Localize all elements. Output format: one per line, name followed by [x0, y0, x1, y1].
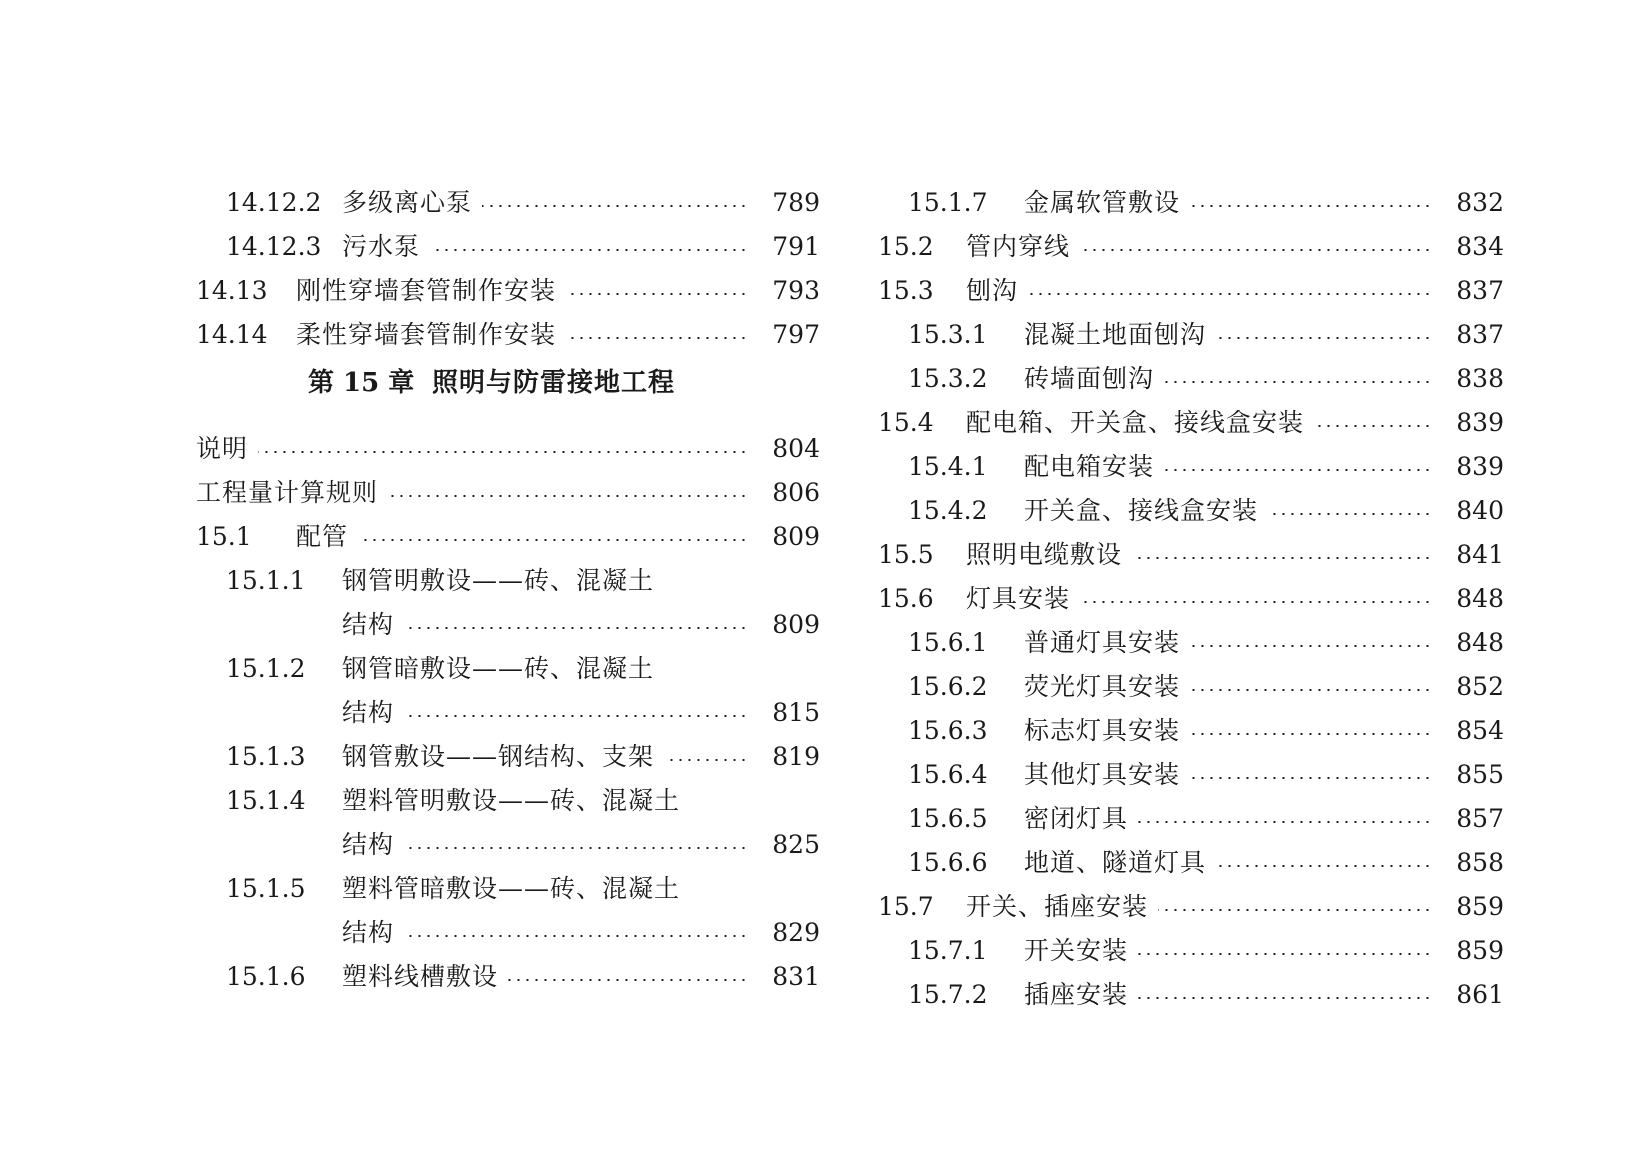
- toc-entry-title: 配管: [296, 522, 349, 551]
- chapter-heading: [196, 357, 820, 427]
- toc-entry[interactable]: [878, 533, 1504, 577]
- toc-entry-title: 管内穿线: [966, 232, 1071, 261]
- toc-entry-page: 861: [1456, 980, 1504, 1009]
- toc-entry-number: 15.6.6: [908, 848, 988, 877]
- toc-entry[interactable]: [878, 577, 1504, 621]
- toc-entry-title-wrap: [1024, 665, 1432, 709]
- toc-entry-number: 15.3.1: [908, 320, 988, 349]
- toc-entry-number: 15.6.2: [908, 672, 988, 701]
- toc-entry[interactable]: [196, 515, 820, 559]
- toc-entry-title: 柔性穿墙套管制作安装: [296, 320, 557, 349]
- toc-entry-title: 普通灯具安装: [1024, 628, 1181, 657]
- toc-left-column: [196, 181, 820, 999]
- toc-entries-chapter-14: [196, 181, 820, 357]
- dot-leader: [404, 935, 748, 937]
- toc-entry-title-wrap: [1024, 313, 1432, 357]
- toc-entry-title-wrap: [342, 867, 748, 911]
- toc-entry-title: 结构: [342, 610, 395, 639]
- toc-entry-title-wrap: [196, 471, 748, 515]
- toc-entry[interactable]: [196, 823, 820, 867]
- toc-entry-title-wrap: [342, 691, 748, 735]
- toc-entry-title-wrap: [1024, 929, 1432, 973]
- dot-leader: [258, 451, 748, 453]
- toc-entry-number: 15.7: [878, 892, 934, 921]
- toc-entry[interactable]: [196, 911, 820, 955]
- toc-entry-title-wrap: [1024, 489, 1432, 533]
- toc-entry-page: 858: [1456, 848, 1504, 877]
- toc-entry[interactable]: [878, 225, 1504, 269]
- toc-entries-right: [878, 181, 1504, 1017]
- toc-entry-title: 开关、插座安装: [966, 892, 1149, 921]
- dot-leader: [1138, 821, 1432, 823]
- toc-entry-title: 混凝土地面刨沟: [1024, 320, 1207, 349]
- toc-entry-number: 15.4.1: [908, 452, 988, 481]
- toc-entry-title-wrap: [342, 779, 748, 823]
- toc-entry-page: 815: [772, 698, 820, 727]
- toc-entry[interactable]: [878, 753, 1504, 797]
- toc-entry[interactable]: [878, 841, 1504, 885]
- dot-leader: [1314, 425, 1432, 427]
- toc-entry-title: 灯具安装: [966, 584, 1071, 613]
- toc-entry-title-wrap: [966, 577, 1432, 621]
- toc-entry-title-wrap: [1024, 181, 1432, 225]
- toc-entry-title-wrap: [1024, 841, 1432, 885]
- toc-entry-title-wrap: [1024, 753, 1432, 797]
- toc-entry-title-wrap: [342, 603, 748, 647]
- toc-entry[interactable]: [196, 471, 820, 515]
- toc-entry-title-wrap: [1024, 445, 1432, 489]
- toc-entry-page: 793: [772, 276, 820, 305]
- dot-leader: [664, 759, 748, 761]
- toc-entry-page: 840: [1456, 496, 1504, 525]
- toc-entry-number: 15.6.4: [908, 760, 988, 789]
- toc-entry-title-wrap: [966, 533, 1432, 577]
- toc-entry-page: 854: [1456, 716, 1504, 745]
- toc-entry-title: 其他灯具安装: [1024, 760, 1181, 789]
- toc-entry-number: 15.7.1: [908, 936, 988, 965]
- toc-entry-title-wrap: [1024, 973, 1432, 1017]
- toc-entry-title: 钢管敷设——钢结构、支架: [342, 742, 655, 771]
- toc-entry-title: 开关安装: [1024, 936, 1129, 965]
- toc-entry-page: 789: [772, 188, 820, 217]
- toc-entry-title: 密闭灯具: [1024, 804, 1129, 833]
- toc-right-column: [878, 181, 1504, 1017]
- toc-entry-title: 钢管明敷设——砖、混凝土: [342, 566, 655, 595]
- toc-entry[interactable]: [196, 691, 820, 735]
- toc-entry[interactable]: [196, 181, 820, 225]
- toc-entry[interactable]: [196, 955, 820, 999]
- toc-entry-number: 15.2: [878, 232, 934, 261]
- toc-entry-number: 15.1.6: [226, 962, 306, 991]
- toc-entry-page: 859: [1456, 936, 1504, 965]
- toc-entry-title: 污水泵: [342, 232, 421, 261]
- dot-leader: [1190, 733, 1432, 735]
- toc-entry-page: 848: [1456, 628, 1504, 657]
- toc-entry-number: 14.12.2: [226, 188, 322, 217]
- dot-leader: [404, 847, 748, 849]
- dot-leader: [1164, 381, 1432, 383]
- toc-entry-page: 859: [1456, 892, 1504, 921]
- toc-entry-title: 结构: [342, 698, 395, 727]
- toc-entry-number: 15.6: [878, 584, 934, 613]
- toc-entry[interactable]: [196, 867, 820, 911]
- dot-leader: [1080, 601, 1432, 603]
- toc-entry-title-wrap: [296, 269, 748, 313]
- dot-leader: [1158, 909, 1432, 911]
- dot-leader: [1080, 249, 1432, 251]
- toc-entry[interactable]: [878, 797, 1504, 841]
- toc-entry-title-wrap: [342, 225, 748, 269]
- toc-entry-title: 标志灯具安装: [1024, 716, 1181, 745]
- toc-entry-page: 829: [772, 918, 820, 947]
- dot-leader: [482, 205, 748, 207]
- toc-entry-page: 837: [1456, 276, 1504, 305]
- toc-entry-page: 838: [1456, 364, 1504, 393]
- toc-entry[interactable]: [878, 929, 1504, 973]
- dot-leader: [1028, 293, 1432, 295]
- toc-entries-chapter-15: [196, 427, 820, 999]
- toc-entry-page: 837: [1456, 320, 1504, 349]
- toc-entry-page: 809: [772, 610, 820, 639]
- toc-entry-page: 834: [1456, 232, 1504, 261]
- toc-entry-title-wrap: [296, 515, 748, 559]
- toc-entry[interactable]: [878, 269, 1504, 313]
- toc-entry[interactable]: [878, 709, 1504, 753]
- toc-entry-number: 15.7.2: [908, 980, 988, 1009]
- toc-entry-title: 说明: [196, 434, 249, 463]
- toc-entry-page: 791: [772, 232, 820, 261]
- toc-entry-title: 金属软管敷设: [1024, 188, 1181, 217]
- toc-entry-page: 832: [1456, 188, 1504, 217]
- toc-entry-page: 852: [1456, 672, 1504, 701]
- toc-entry-title: 配电箱安装: [1024, 452, 1155, 481]
- toc-entry[interactable]: [196, 647, 820, 691]
- toc-entry-title: 结构: [342, 918, 395, 947]
- toc-entry-number: 14.13: [196, 276, 268, 305]
- toc-entry-number: 15.1.7: [908, 188, 988, 217]
- toc-entry-number: 15.6.5: [908, 804, 988, 833]
- toc-entry-number: 15.1.5: [226, 874, 306, 903]
- toc-entry-title-wrap: [296, 313, 748, 357]
- toc-entry[interactable]: [878, 665, 1504, 709]
- toc-entry[interactable]: [878, 621, 1504, 665]
- toc-entry-page: 804: [772, 434, 820, 463]
- toc-entry[interactable]: [878, 885, 1504, 929]
- toc-entry-number: 15.1.4: [226, 786, 306, 815]
- toc-entry[interactable]: [878, 357, 1504, 401]
- toc-entry-page: 831: [772, 962, 820, 991]
- toc-entry-title: 荧光灯具安装: [1024, 672, 1181, 701]
- toc-entry-title-wrap: [966, 401, 1432, 445]
- toc-entry-title: 刨沟: [966, 276, 1019, 305]
- toc-entry-number: 15.3: [878, 276, 934, 305]
- toc-entry-title-wrap: [342, 181, 748, 225]
- toc-entry-title-wrap: [342, 735, 748, 779]
- dot-leader: [388, 495, 748, 497]
- toc-entry-number: 15.1: [196, 522, 252, 551]
- toc-entry[interactable]: [196, 735, 820, 779]
- toc-entry-page: 809: [772, 522, 820, 551]
- toc-entry-title-wrap: [342, 559, 748, 603]
- toc-entry-title-wrap: [1024, 709, 1432, 753]
- toc-entry-number: 14.12.3: [226, 232, 322, 261]
- toc-entry-title-wrap: [1024, 797, 1432, 841]
- toc-entry-title-wrap: [966, 269, 1432, 313]
- toc-entry-number: 15.1.1: [226, 566, 306, 595]
- dot-leader: [1216, 337, 1432, 339]
- toc-entry-number: 15.5: [878, 540, 934, 569]
- dot-leader: [1164, 469, 1432, 471]
- toc-entry-page: 806: [772, 478, 820, 507]
- dot-leader: [1190, 777, 1432, 779]
- toc-entry-number: 15.1.2: [226, 654, 306, 683]
- dot-leader: [566, 293, 748, 295]
- toc-entry-number: 15.1.3: [226, 742, 306, 771]
- toc-entry[interactable]: [196, 313, 820, 357]
- toc-entry-page: 839: [1456, 452, 1504, 481]
- toc-entry-page: 848: [1456, 584, 1504, 613]
- toc-entry-title-wrap: [966, 225, 1432, 269]
- toc-entry-page: 841: [1456, 540, 1504, 569]
- toc-entry[interactable]: [196, 559, 820, 603]
- toc-entry-number: 15.6.3: [908, 716, 988, 745]
- toc-entry-title: 钢管暗敷设——砖、混凝土: [342, 654, 655, 683]
- toc-entry-page: 825: [772, 830, 820, 859]
- toc-entry-title: 照明电缆敷设: [966, 540, 1123, 569]
- dot-leader: [1190, 689, 1432, 691]
- dot-leader: [1132, 557, 1432, 559]
- dot-leader: [566, 337, 748, 339]
- toc-entry-title-wrap: [196, 427, 748, 471]
- toc-entry-page: 819: [772, 742, 820, 771]
- toc-entry-title: 结构: [342, 830, 395, 859]
- toc-entry-title-wrap: [1024, 621, 1432, 665]
- toc-entry-title-wrap: [342, 823, 748, 867]
- toc-entry[interactable]: [878, 401, 1504, 445]
- toc-entry-title-wrap: [342, 955, 748, 999]
- dot-leader: [1190, 205, 1432, 207]
- toc-entry[interactable]: [878, 973, 1504, 1017]
- toc-entry[interactable]: [196, 225, 820, 269]
- toc-entry-title: 刚性穿墙套管制作安装: [296, 276, 557, 305]
- dot-leader: [430, 249, 748, 251]
- toc-entry-title: 多级离心泵: [342, 188, 473, 217]
- dot-leader: [1190, 645, 1432, 647]
- toc-entry[interactable]: [878, 313, 1504, 357]
- chapter-label: 第 15 章: [308, 368, 415, 398]
- dot-leader: [508, 979, 748, 981]
- toc-entry-title-wrap: [342, 647, 748, 691]
- toc-entry-title: 塑料线槽敷设: [342, 962, 499, 991]
- dot-leader: [1138, 953, 1432, 955]
- toc-entry-title: 工程量计算规则: [196, 478, 379, 507]
- dot-leader: [1138, 997, 1432, 999]
- toc-entry-number: 15.6.1: [908, 628, 988, 657]
- toc-entry[interactable]: [196, 269, 820, 313]
- toc-entry[interactable]: [196, 427, 820, 471]
- toc-entry-page: 857: [1456, 804, 1504, 833]
- toc-entry[interactable]: [878, 489, 1504, 533]
- toc-entry-title: 配电箱、开关盒、接线盒安装: [966, 408, 1305, 437]
- chapter-title: 照明与防雷接地工程: [432, 368, 676, 398]
- toc-entry-title-wrap: [1024, 357, 1432, 401]
- toc-entry-page: 839: [1456, 408, 1504, 437]
- toc-entry[interactable]: [196, 603, 820, 647]
- toc-entry[interactable]: [196, 779, 820, 823]
- dot-leader: [1216, 865, 1432, 867]
- toc-entry-number: 15.3.2: [908, 364, 988, 393]
- toc-entry[interactable]: [878, 445, 1504, 489]
- toc-entry-page: 855: [1456, 760, 1504, 789]
- toc-entry-number: 15.4: [878, 408, 934, 437]
- toc-entry-title: 砖墙面刨沟: [1024, 364, 1155, 393]
- toc-entry-number: 14.14: [196, 320, 268, 349]
- dot-leader: [1268, 513, 1432, 515]
- toc-entry-title: 插座安装: [1024, 980, 1129, 1009]
- toc-entry-title: 塑料管暗敷设——砖、混凝土: [342, 874, 681, 903]
- toc-entry[interactable]: [878, 181, 1504, 225]
- toc-entry-title: 塑料管明敷设——砖、混凝土: [342, 786, 681, 815]
- dot-leader: [358, 539, 748, 541]
- toc-entry-title-wrap: [342, 911, 748, 955]
- dot-leader: [404, 627, 748, 629]
- toc-entry-number: 15.4.2: [908, 496, 988, 525]
- toc-entry-title-wrap: [966, 885, 1432, 929]
- dot-leader: [404, 715, 748, 717]
- toc-entry-page: 797: [772, 320, 820, 349]
- toc-entry-title: 开关盒、接线盒安装: [1024, 496, 1259, 525]
- toc-entry-title: 地道、隧道灯具: [1024, 848, 1207, 877]
